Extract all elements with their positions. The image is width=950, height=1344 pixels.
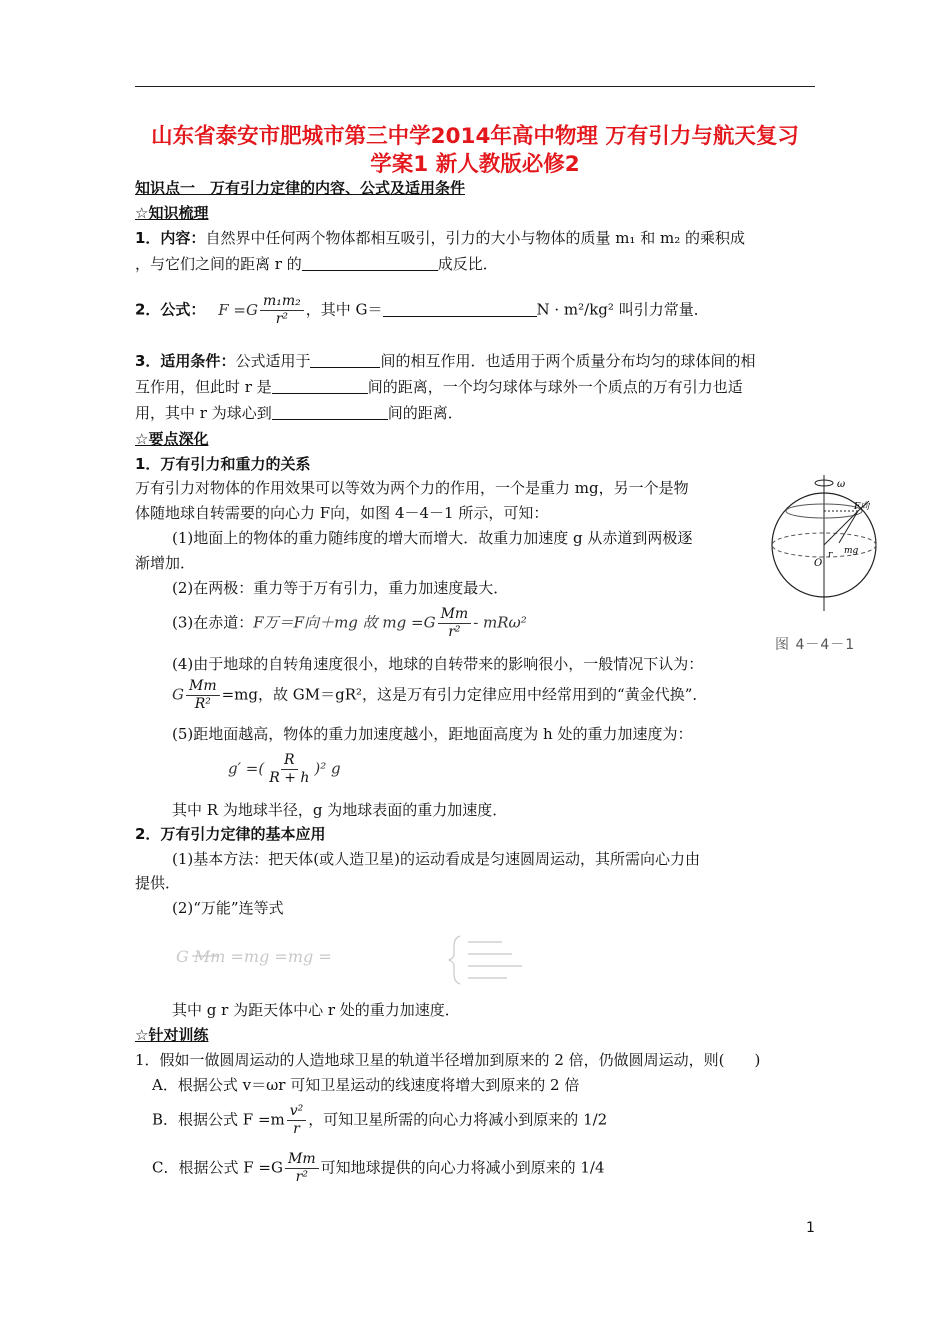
option-b[interactable] <box>152 1103 607 1138</box>
section2-b1b: 提供． <box>135 874 181 892</box>
item3-text1a: 公式适用于 <box>235 352 311 370</box>
item2-fraction <box>260 293 304 328</box>
blank-3[interactable] <box>310 351 380 368</box>
O-label: O <box>814 558 823 569</box>
section2-b2: (2)“万能”连等式 <box>172 899 284 917</box>
section2-b1: (1)基本方法：把天体(或人造卫星)的运动看成是匀速圆周运动，其所需向心力由 <box>172 850 700 868</box>
item2-formula-lhs: F =G <box>218 300 258 319</box>
option-b-fraction <box>287 1103 307 1138</box>
item3-line3 <box>135 403 463 423</box>
item3-line1 <box>135 351 755 371</box>
item3-text2b: 间的距离，一个均匀球体与球外一个质点的万有引力也适 <box>367 378 743 396</box>
section2-p1: 万有引力对物体的作用效果可以等效为两个力的作用，一个是重力 mg，另一个是物 <box>135 479 689 497</box>
a4b-pre: G <box>172 685 184 704</box>
omega-label: ω <box>837 479 846 490</box>
section2-a4: (4)由于地球的自转角速度很小，地球的自转带来的影响很小，一般情况下认为： <box>172 655 704 673</box>
section2-a3 <box>172 606 527 641</box>
option-b-post: ，可知卫星所需的向心力将减小到原来的 1/2 <box>308 1110 608 1129</box>
item2-mid: ，其中 G＝ <box>305 300 383 319</box>
a3-eq: F万＝F向＋mg 故 mg =G <box>253 613 436 632</box>
a4b-fraction <box>186 678 220 713</box>
question-1: 1．假如一做圆周运动的人造地球卫星的轨道半径增加到原来的 2 倍，仍做圆周运动，则( ) <box>135 1051 761 1069</box>
option-c[interactable] <box>152 1151 605 1186</box>
mg-label: mg <box>844 546 859 556</box>
item2-num: m₁m₂ <box>260 293 304 311</box>
a5-eq-pre: g′ =( <box>228 759 265 778</box>
section2-a5-eq <box>228 752 341 787</box>
option-b-num: v² <box>287 1103 307 1121</box>
earth-rotation-figure <box>764 473 884 613</box>
item3-text3b: 间的距离． <box>387 404 463 422</box>
figure-caption: 图 4－4－1 <box>775 637 856 653</box>
F-label: F向 <box>854 502 870 512</box>
section2-p2: 体随地球自转需要的向心力 F向，如图 4－4－1 所示，可知： <box>135 504 549 522</box>
section2-h2: 2．万有引力定律的基本应用 <box>135 825 326 843</box>
blank-5[interactable] <box>272 403 388 420</box>
option-c-den: r² <box>295 1169 308 1185</box>
a5-num: R <box>281 752 298 770</box>
section1-heading: 知识点一 万有引力定律的内容、公式及适用条件 <box>135 179 466 197</box>
section1-sub: ☆知识梳理 <box>135 204 209 222</box>
item1-text: 自然界中任何两个物体都相互吸引，引力的大小与物体的质量 m₁ 和 m₂ 的乘积成 <box>205 229 745 247</box>
svg-text:G Mm =mg =mg =: G Mm =mg =mg = <box>176 947 332 966</box>
section2-a1b: 渐增加． <box>135 554 196 572</box>
section2-sub: ☆要点深化 <box>135 430 209 448</box>
option-b-pre: B．根据公式 F =m <box>152 1110 285 1129</box>
item1-label: 1．内容： <box>135 229 206 247</box>
item1-text2b: 成反比． <box>437 255 498 273</box>
option-c-post: 可知地球提供的向心力将减小到原来的 1/4 <box>320 1158 605 1177</box>
blank-2[interactable] <box>383 300 537 317</box>
a3-fraction <box>438 606 472 641</box>
item2-label: 2．公式： <box>135 300 206 319</box>
section2-a5: (5)距地面越高，物体的重力加速度越小，距地面高度为 h 处的重力加速度为： <box>172 725 693 743</box>
a3-pre: (3)在赤道： <box>172 613 254 632</box>
a4b-den: R² <box>194 696 211 712</box>
item3-text2a: 互作用，但此时 r 是 <box>135 378 272 396</box>
item1-line1 <box>135 228 745 248</box>
section2-a4b <box>172 678 707 713</box>
item3-line2 <box>135 377 743 397</box>
page-number: 1 <box>806 1220 815 1236</box>
item3-label: 3．适用条件： <box>135 352 236 370</box>
universal-equation-image <box>172 930 582 988</box>
option-a[interactable]: A．根据公式 v＝ωr 可知卫星运动的线速度将增大到原来的 2 倍 <box>152 1076 580 1094</box>
option-c-num: Mm <box>285 1151 319 1169</box>
item1-text2a: ，与它们之间的距离 r 的 <box>135 255 302 273</box>
r-label: r <box>828 550 833 560</box>
blank-1[interactable] <box>302 254 438 271</box>
a3-post: - mRω² <box>473 613 527 632</box>
item2-line <box>135 293 709 328</box>
item1-line2 <box>135 254 498 274</box>
item3-text1b: 间的相互作用．也适用于两个质量分布均匀的球体间的相 <box>380 352 756 370</box>
a5-eq-post: )² g <box>314 759 341 778</box>
item3-text3a: 用，其中 r 为球心到 <box>135 404 272 422</box>
option-c-fraction <box>285 1151 319 1186</box>
section2-a5-note: 其中 R 为地球半径，g 为地球表面的重力加速度． <box>172 801 508 819</box>
a3-den: r² <box>448 624 461 640</box>
a5-den: R + h <box>269 770 310 786</box>
item2-unit: N · m²/kg² 叫引力常量． <box>536 300 709 319</box>
doc-title-line1: 山东省泰安市肥城市第三中学2014年高中物理 万有引力与航天复习 <box>151 124 799 149</box>
doc-title-line2: 学案1 新人教版必修2 <box>370 152 580 177</box>
a3-num: Mm <box>438 606 472 624</box>
a5-fraction <box>266 752 312 787</box>
section2-b2-note: 其中 g r 为距天体中心 r 处的重力加速度． <box>172 1001 460 1019</box>
a4b-post: =mg，故 GM＝gR²，这是万有引力定律应用中经常用到的“黄金代换”． <box>221 685 708 704</box>
option-b-den: r <box>293 1121 300 1137</box>
section2-h1: 1．万有引力和重力的关系 <box>135 455 311 473</box>
section3-sub: ☆针对训练 <box>135 1026 209 1044</box>
section2-a2: (2)在两极：重力等于万有引力，重力加速度最大． <box>172 579 509 597</box>
item2-den: r² <box>275 311 288 327</box>
blank-4[interactable] <box>272 377 368 394</box>
a4b-num: Mm <box>186 678 220 696</box>
header-rule <box>135 86 815 87</box>
option-c-pre: C．根据公式 F =G <box>152 1158 283 1177</box>
section2-a1: (1)地面上的物体的重力随纬度的增大而增大．故重力加速度 g 从赤道到两极逐 <box>172 529 693 547</box>
